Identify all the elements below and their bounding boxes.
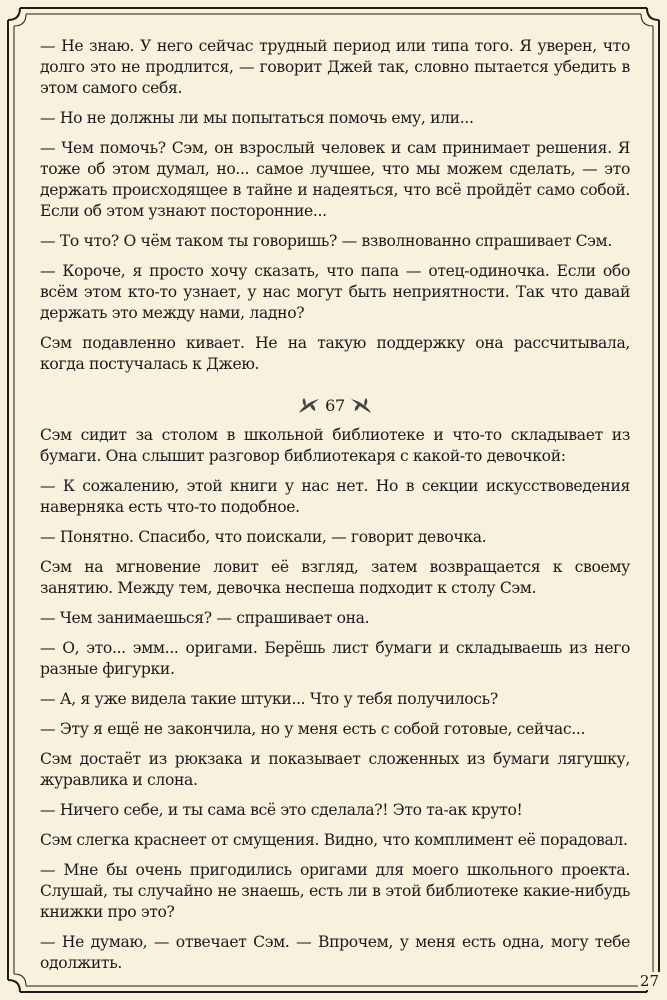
paragraph: Сэм подавленно кивает. Не на такую поддержку она рассчитывала, когда постучалась к Джею. [40, 334, 630, 373]
paragraph: — Но не должны ли мы попытаться помочь ему, или... [40, 109, 474, 127]
section-divider [40, 395, 630, 416]
paragraph: — Ничего себе, и ты сама всё это сделала?! Это та-ак круто! [40, 801, 523, 819]
paragraph: Сэм слегка краснеет от смущения. Видно, что комплимент её порадовал. [40, 831, 628, 849]
page-text [40, 36, 630, 983]
paragraph: Сэм на мгновение ловит её взгляд, затем возвращается к своему занятию. Между тем, девочка неспеша подходит к столу Сэм. [40, 558, 630, 597]
paragraph: — Короче, я просто хочу сказать, что папа — отец-одиночка. Если обо всём этом кто-то узнает, у нас могут быть неприятности. Так что давай держать это между нами, ладно? [40, 262, 630, 322]
section-number: 67 [325, 396, 345, 415]
paragraph: — Понятно. Спасибо, что поискали, — говорит девочка. [40, 528, 487, 546]
paragraph: Сэм достаёт из рюкзака и показывает сложенных из бумаги лягушку, журавлика и слона. [40, 750, 630, 789]
leaf-ornament-right-icon [349, 397, 373, 415]
leaf-ornament-left-icon [297, 397, 321, 415]
paragraph: — То что? О чём таком ты говоришь? — взволнованно спрашивает Сэм. [40, 232, 612, 250]
paragraph: — Мне бы очень пригодились оригами для моего школьного проекта. Слушай, ты случайно не знаешь, есть ли в этой библиотеке какие-нибудь книжки про это? [40, 861, 630, 921]
paragraph: — Не думаю, — отвечает Сэм. — Впрочем, у меня есть одна, могу тебе одолжить. [40, 933, 630, 972]
page-number: 27 [639, 972, 659, 990]
paragraph: — Чем занимаешься? — спрашивает она. [40, 609, 370, 627]
paragraph: — О, это... эмм... оригами. Берёшь лист бумаги и складываешь из него разные фигурки. [40, 639, 630, 678]
paragraph: — К сожалению, этой книги у нас нет. Но в секции искусствоведения наверняка есть что-то подобное. [40, 477, 630, 516]
paragraph: — Не знаю. У него сейчас трудный период или типа того. Я уверен, что долго это не продлится, — говорит Джей так, словно пытается убедить в этом самого себя. [40, 37, 630, 97]
paragraph: — Чем помочь? Сэм, он взрослый человек и сам принимает решения. Я тоже об этом думал, но... самое лучшее, что мы можем сделать, — это держать происходящее в тайне и надеяться, что всё пройдёт само собой. Если об этом узнают посторонние... [40, 139, 630, 220]
paragraph: — Эту я ещё не закончила, но у меня есть с собой готовые, сейчас... [40, 720, 586, 738]
paragraph: Сэм сидит за столом в школьной библиотеке и что-то складывает из бумаги. Она слышит разговор библиотекаря с какой-то девочкой: [40, 426, 630, 465]
paragraph: — А, я уже видела такие штуки... Что у тебя получилось? [40, 690, 498, 708]
